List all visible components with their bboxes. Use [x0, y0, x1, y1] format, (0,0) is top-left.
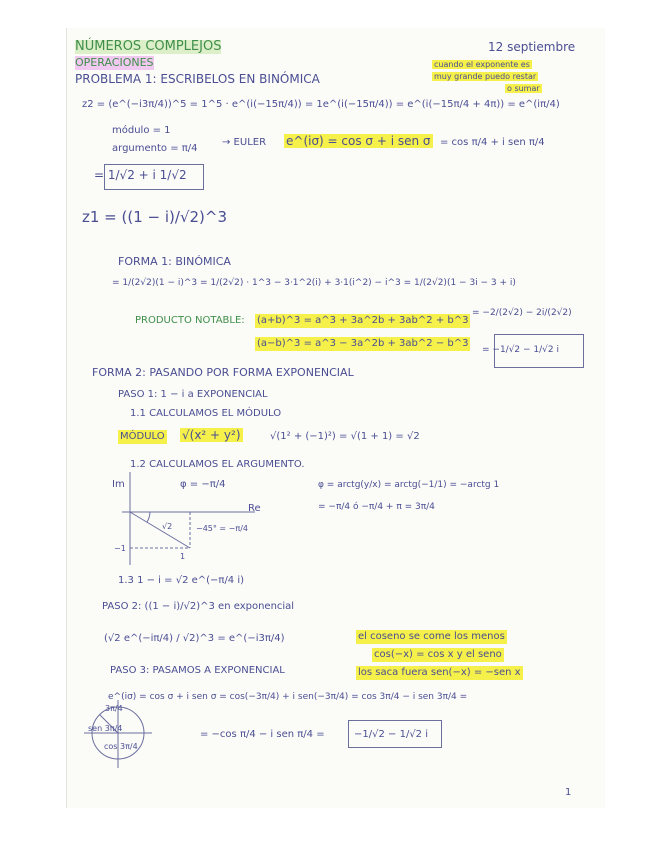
paso-3-calc-2: = −cos π/4 − i sen π/4 =	[200, 729, 325, 740]
boxed-result-1: = 1/√2 + i 1/√2	[94, 168, 187, 182]
argumento-note: argumento = π/4	[112, 143, 198, 154]
cos-note-line-3: los saca fuera sen(−x) = −sen x	[358, 667, 521, 678]
unit-circle-bottom: cos 3π/4	[104, 742, 138, 751]
notable-minus: (a−b)^3 = a^3 − 3a^2b + 3ab^2 − b^3	[257, 338, 469, 349]
graph-neg-one: −1	[114, 544, 126, 553]
note-line-1: cuando el exponente es	[434, 60, 530, 69]
date: 12 septiembre	[488, 40, 576, 54]
forma-2-title: FORMA 2: PASANDO POR FORMA EXPONENCIAL	[92, 366, 354, 379]
note-line-2: muy grande puedo restar	[434, 72, 537, 81]
cos-note-line-1: el coseno se come los menos	[358, 631, 505, 642]
graph-angle-label: −45° = −π/4	[196, 524, 248, 533]
modulo-calc: √(1² + (−1)²) = √(1 + 1) = √2	[270, 431, 420, 442]
euler-formula: e^(iσ) = cos σ + i sen σ	[286, 134, 431, 148]
notable-plus: (a+b)^3 = a^3 + 3a^2b + 3ab^2 + b^3	[257, 315, 469, 326]
z2-expression: z2 = (e^(−i3π/4))^5 = 1^5 · e^(i(−15π/4)) = 1e^(i(−15π/4)) = e^(i(−15π/4 + 4π)) = e^(iπ/4)	[82, 99, 560, 110]
unit-circle-top: 3π/4	[105, 704, 123, 713]
euler-result: = cos π/4 + i sen π/4	[440, 137, 545, 148]
forma-1-result-box: = −1/√2 − 1/√2 i	[482, 345, 560, 355]
page-number: 1	[565, 787, 572, 798]
note-line-3: o sumar	[507, 84, 540, 93]
graph-phi-label: φ = −π/4	[180, 479, 226, 490]
euler-arrow: → EULER	[222, 137, 267, 148]
z1-definition: z1 = ((1 − i)/√2)^3	[82, 208, 228, 226]
forma-1-expansion: = 1/(2√2)(1 − i)^3 = 1/(2√2) · 1^3 − 3·1^2(i) + 3·1(i^2) − i^3 = 1/(2√2)(1 − 3i − 3 + i)	[112, 278, 516, 288]
paso-3-calc: e^(iσ) = cos σ + i sen σ = cos(−3π/4) + i sen(−3π/4) = cos 3π/4 − i sen 3π/4 =	[108, 692, 468, 702]
modulo-label: MÓDULO	[120, 431, 165, 442]
graph-im-label: Im	[112, 479, 125, 490]
topic-title: NÚMEROS COMPLEJOS	[75, 39, 222, 54]
modulo-formula: √(x² + y²)	[182, 428, 241, 442]
paso-1-3-line: 1.3 1 − i = √2 e^(−π/4 i)	[118, 575, 245, 586]
argument-result: = −π/4 ó −π/4 + π = 3π/4	[318, 502, 435, 512]
unit-circle-left: sen 3π/4	[88, 724, 123, 733]
paso-1-title: PASO 1: 1 − i a EXPONENCIAL	[118, 389, 268, 400]
graph-hyp-label: √2	[162, 522, 173, 531]
subtopic: OPERACIONES	[75, 56, 154, 69]
graph-one-label: 1	[180, 552, 186, 561]
cos-note-line-2: cos(−x) = cos x y el seno	[374, 649, 502, 660]
modulo-note: módulo = 1	[112, 125, 171, 136]
problem-1-title: PROBLEMA 1: ESCRIBELOS EN BINÓMICA	[75, 72, 320, 86]
notable-label: PRODUCTO NOTABLE:	[135, 315, 245, 326]
forma-1-result-a: = −2/(2√2) − 2i/(2√2)	[472, 308, 572, 318]
paso-3-line: PASO 3: PASAMOS A EXPONENCIAL	[110, 665, 285, 676]
paso-2-calc: (√2 e^(−iπ/4) / √2)^3 = e^(−i3π/4)	[104, 633, 285, 644]
forma-1-title: FORMA 1: BINÓMICA	[118, 255, 231, 268]
graph-re-label: Re	[248, 503, 261, 514]
paso-1-2-title: 1.2 CALCULAMOS EL ARGUMENTO.	[130, 459, 305, 470]
paso-3-result: −1/√2 − 1/√2 i	[354, 729, 429, 740]
paso-1-1-title: 1.1 CALCULAMOS EL MÓDULO	[130, 408, 282, 419]
paso-2-line: PASO 2: ((1 − i)/√2)^3 en exponencial	[102, 601, 295, 612]
argument-formula: φ = arctg(y/x) = arctg(−1/1) = −arctg 1	[318, 480, 500, 490]
